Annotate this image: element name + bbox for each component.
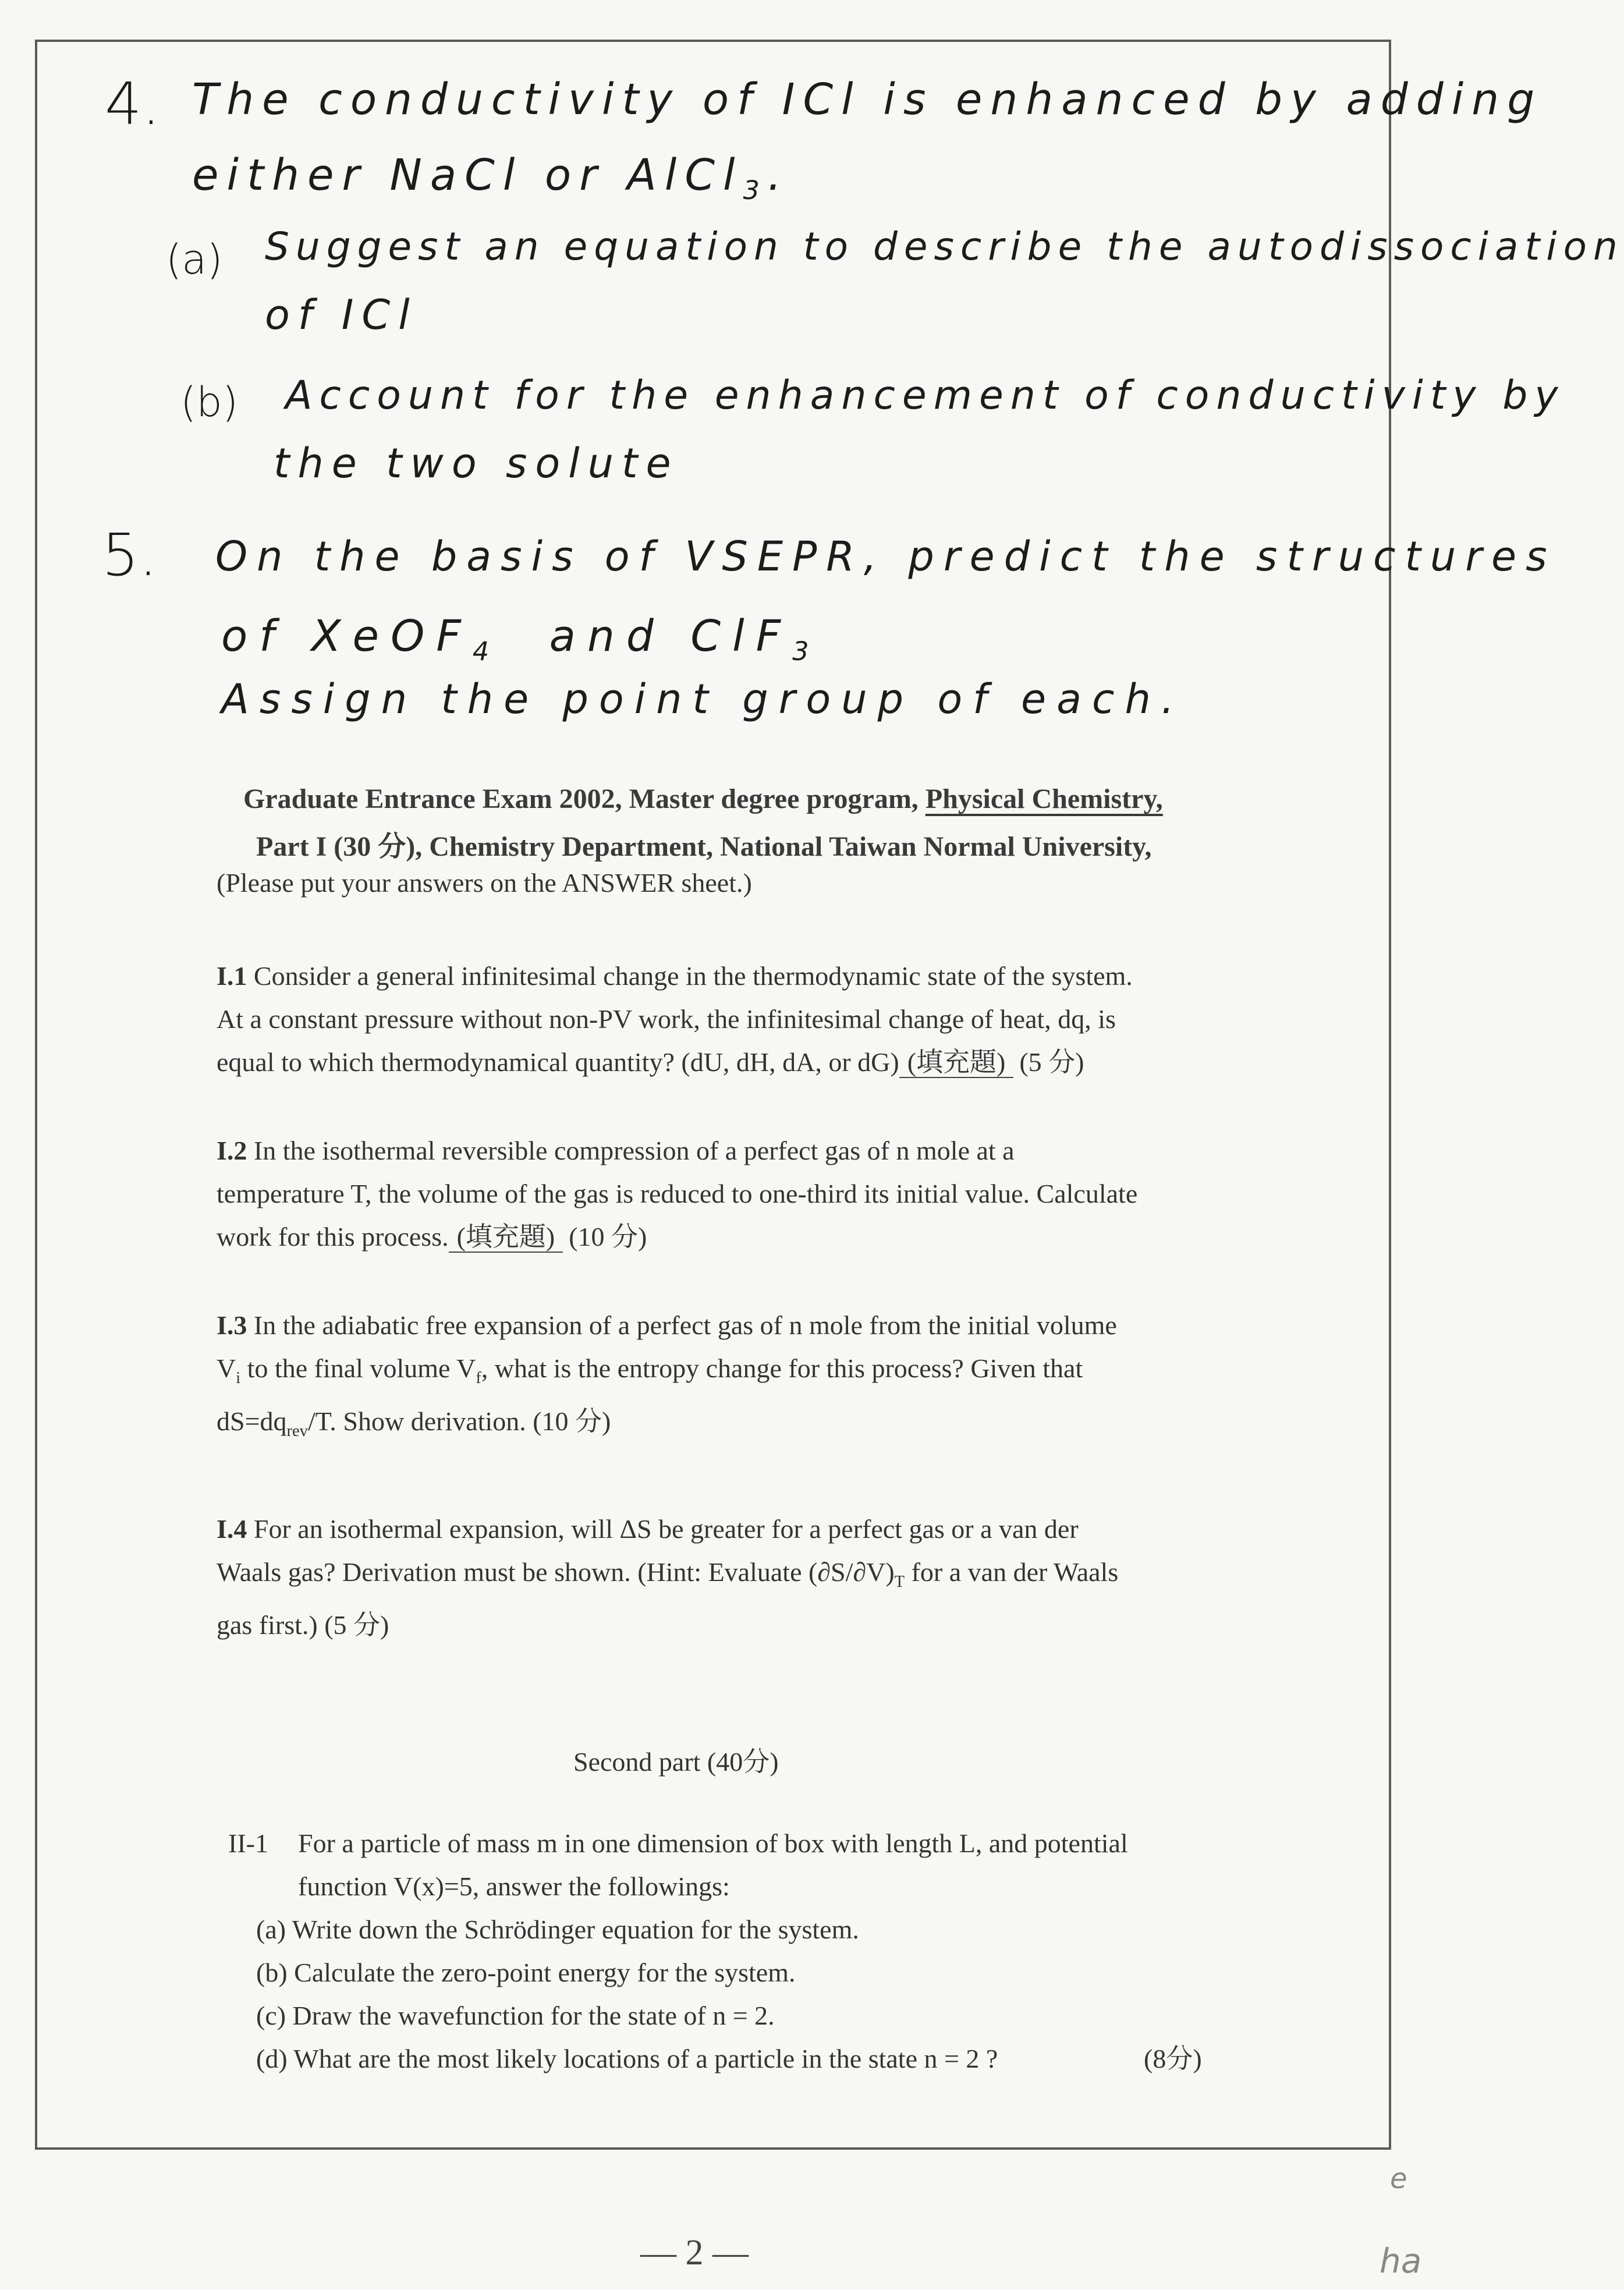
question-i4-t-sub: T [894, 1573, 905, 1591]
question-i1-answer-blank: (填充題) [899, 1048, 1014, 1078]
hw-q4b-line2: the two solute [274, 439, 679, 487]
hw-q4-line2-pre: either NaCl or AlCl [192, 150, 743, 200]
question-ii1-parts [256, 1908, 998, 2080]
question-ii1-part-d: (d) What are the most likely locations of a particle in the state n = 2 ? [256, 2044, 998, 2073]
question-i1-number: I.1 [217, 961, 247, 991]
question-i3-number: I.3 [217, 1310, 247, 1340]
hw-q4-line2-sub: 3 [743, 175, 768, 205]
page-number: — 2 — [640, 2233, 749, 2273]
hw-q4-line2 [192, 150, 789, 205]
hw-q5-line2-a: of XeOF [221, 611, 473, 661]
question-i2 [217, 1129, 1137, 1259]
question-i1 [217, 955, 1133, 1084]
hw-q5-number: 5. [102, 521, 158, 589]
question-ii1-line1: For a particle of mass m in one dimension of box with length L, and potential [298, 1828, 1128, 1858]
stray-mark-1: e [1390, 2163, 1407, 2195]
question-i1-line3-text: equal to which thermodynamical quantity? (dU, dH, dA, or dG) [217, 1047, 899, 1077]
question-i1-line2: At a constant pressure without non-PV work, the infinitesimal change of heat, dq, is [217, 1004, 1116, 1034]
exam-header-line1-pre: Graduate Entrance Exam 2002, Master degree program, [243, 784, 926, 814]
hw-q4a-label: (a) [166, 236, 223, 283]
question-i1-line3 [217, 1041, 1133, 1084]
question-i3-line3-rest: /T. Show derivation. (10 分) [307, 1406, 611, 1437]
exam-header-line1 [243, 783, 1163, 815]
question-i3 [217, 1304, 1117, 1453]
hw-q5-line3: Assign the point group of each. [221, 675, 1185, 723]
hw-q5-line2-a-sub: 4 [472, 636, 501, 667]
hw-q4-line2-post: . [767, 150, 790, 200]
question-i1-line1 [217, 955, 1133, 998]
question-i3-rev-sub: rev [286, 1422, 308, 1441]
question-ii1-points: (8分) [1144, 2044, 1202, 2073]
question-ii1-number: II-1 [228, 1828, 268, 1858]
question-i3-vi: V [217, 1353, 236, 1383]
question-i3-line2-rest: , what is the entropy change for this process? Given that [481, 1353, 1083, 1383]
question-i4-number: I.4 [217, 1514, 247, 1544]
question-i2-points: (10 分) [569, 1222, 647, 1252]
hw-q4b-label: (b) [180, 378, 239, 426]
question-i1-points: (5 分) [1019, 1047, 1084, 1077]
hw-q4a-line2: of ICl [265, 291, 418, 339]
question-i2-line3-text: work for this process. [217, 1222, 449, 1252]
hw-q4-number: 4. [105, 70, 161, 138]
hw-q4-line1: The conductivity of ICl is enhanced by adding [192, 75, 1543, 125]
exam-instruction: (Please put your answers on the ANSWER sheet.) [217, 868, 752, 898]
question-i2-line1-text: In the isothermal reversible compression of a perfect gas of n mole at a [247, 1136, 1015, 1165]
question-i3-ds: dS=dq [217, 1406, 287, 1437]
question-i3-line1 [217, 1304, 1117, 1347]
hw-q5-line2 [221, 611, 820, 667]
question-i2-line3 [217, 1215, 1137, 1259]
question-i2-line1 [217, 1129, 1137, 1172]
question-i3-line2 [217, 1347, 1117, 1400]
hw-q5-line2-b-sub: 3 [792, 636, 821, 667]
question-ii1-part-c: (c) Draw the wavefunction for the state of n = 2. [256, 2001, 775, 2030]
stray-mark-2: ha [1380, 2241, 1422, 2281]
exam-header-subject: Physical Chemistry, [925, 784, 1163, 814]
question-i4-line1-text: For an isothermal expansion, will ΔS be greater for a perfect gas or a van der [247, 1514, 1079, 1544]
question-i4-line2-text: Waals gas? Derivation must be shown. (Hint: Evaluate (∂S/∂V) [217, 1557, 895, 1587]
second-part-heading: Second part (40分) [573, 1747, 779, 1777]
question-i3-line3 [217, 1400, 1117, 1453]
question-ii1-line2: function V(x)=5, answer the followings: [298, 1871, 730, 1901]
question-i2-line2: temperature T, the volume of the gas is reduced to one-third its initial value. Calculate [217, 1179, 1138, 1208]
question-i3-line1-text: In the adiabatic free expansion of a perfect gas of n mole from the initial volume [247, 1310, 1117, 1340]
question-i4-line2 [217, 1551, 1118, 1604]
question-i2-number: I.2 [217, 1136, 247, 1165]
hw-q4b-line1: Account for the enhancement of conductivity by [285, 373, 1565, 419]
question-i1-line1-text: Consider a general infinitesimal change in the thermodynamic state of the system. [247, 961, 1133, 991]
question-i4 [217, 1508, 1118, 1647]
question-i4-line2-rest: for a van der Waals [905, 1557, 1119, 1587]
question-i3-vf: to the final volume V [240, 1353, 476, 1383]
hw-q5-line2-b: and ClF [549, 611, 793, 661]
exam-header-line2: Part I (30 分), Chemistry Department, National Taiwan Normal University, [256, 831, 1152, 862]
question-ii1-part-a: (a) Write down the Schrödinger equation for the system. [256, 1915, 859, 1944]
question-ii1-part-b: (b) Calculate the zero-point energy for the system. [256, 1958, 796, 1987]
hw-q5-line1: On the basis of VSEPR, predict the structures [215, 533, 1556, 580]
question-i4-line1 [217, 1508, 1118, 1551]
question-i3-vf-sub: f [476, 1369, 481, 1388]
hw-q4a-line1: Suggest an equation to describe the autodissociation [265, 224, 1624, 269]
question-i2-answer-blank: (填充題) [449, 1222, 563, 1253]
question-ii1 [298, 1822, 1128, 1908]
question-i3-vi-sub: i [236, 1369, 241, 1388]
question-i4-line3: gas first.) (5 分) [217, 1610, 389, 1640]
